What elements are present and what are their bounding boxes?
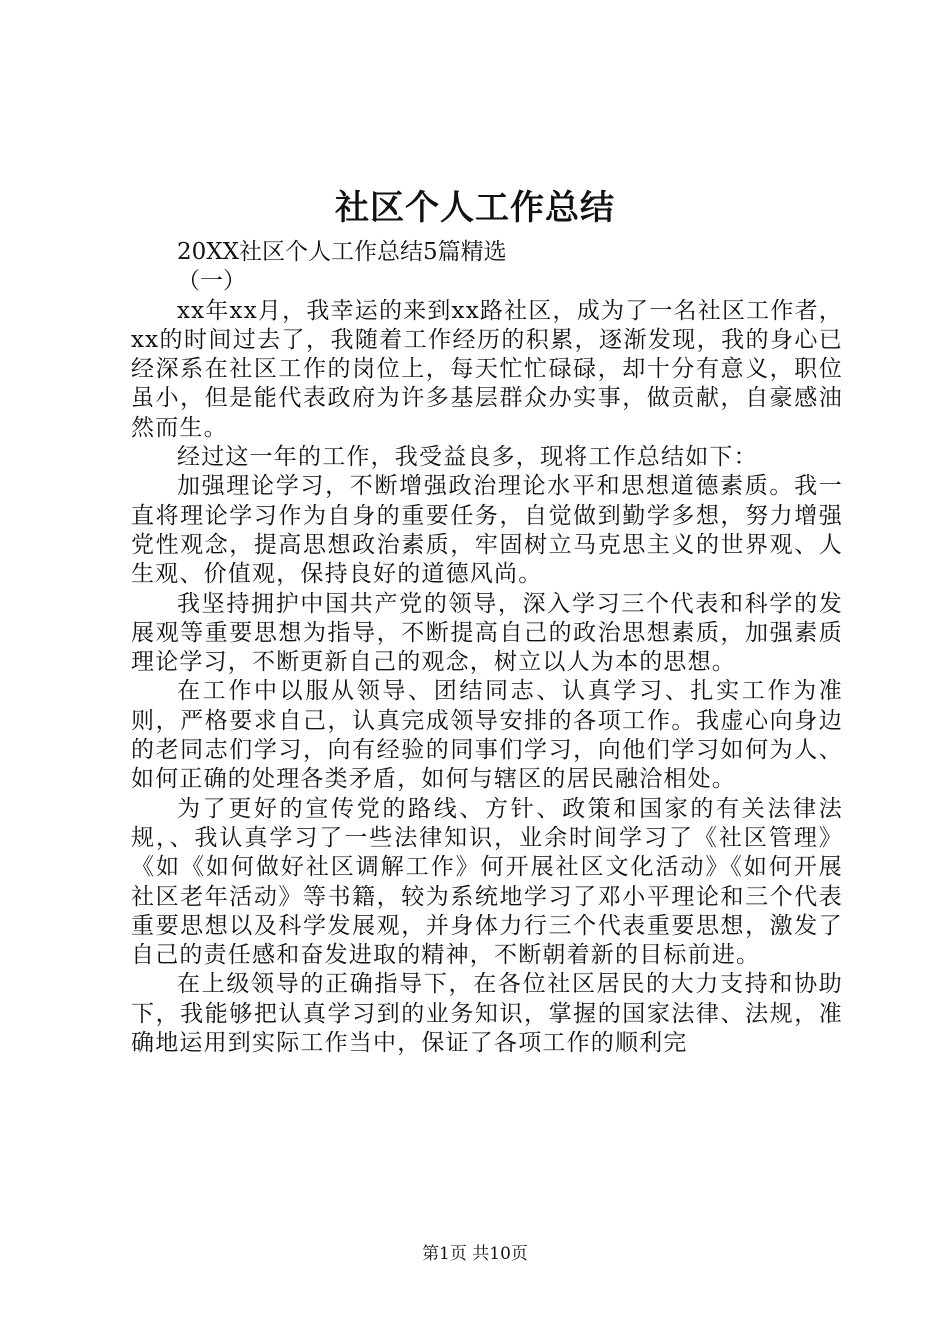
paragraph: 在上级领导的正确指导下，在各位社区居民的大力支持和协助下，我能够把认真学习到的业务知识，掌握的国家法律、法规，准确地运用到实际工作当中，保证了各项工作的顺利完 bbox=[131, 971, 843, 1057]
paragraph: 经过这一年的工作，我受益良多，现将工作总结如下： bbox=[177, 444, 758, 471]
document-title: 社区个人工作总结 bbox=[335, 188, 615, 228]
document-subtitle: 20XX社区个人工作总结5篇精选 bbox=[177, 239, 507, 265]
paragraph: 我坚持拥护中国共产党的领导，深入学习三个代表和科学的发展观等重要思想为指导，不断提高自己的政治思想素质，加强素质理论学习，不断更新自己的观念，树立以人为本的思想。 bbox=[131, 590, 843, 676]
paragraph: xx年xx月，我幸运的来到xx路社区，成为了一名社区工作者，xx的时间过去了，我随着工作经历的积累，逐渐发现，我的身心已经深系在社区工作的岗位上，每天忙忙碌碌，却十分有意义，职位虽小，但是能代表政府为许多基层群众办实事，做贡献，自豪感油然而生。 bbox=[131, 297, 843, 441]
section-label: （一） bbox=[177, 268, 246, 295]
paragraph: 为了更好的宣传党的路线、方针、政策和国家的有关法律法规，、我认真学习了一些法律知识，业余时间学习了《社区管理》《如《如何做好社区调解工作》何开展社区文化活动》《如何开展社区老年活动》等书籍，较为系统地学习了邓小平理论和三个代表重要思想以及科学发展观，并身体力行三个代表重要思想，激发了自己的责任感和奋发进取的精神，不断朝着新的目标前进。 bbox=[131, 795, 843, 969]
paragraph: 在工作中以服从领导、团结同志、认真学习、扎实工作为准则，严格要求自己，认真完成领导安排的各项工作。我虚心向身边的老同志们学习，向有经验的同事们学习，向他们学习如何为人、如何正确的处理各类矛盾，如何与辖区的居民融洽相处。 bbox=[131, 678, 843, 793]
page-footer: 第1页 共10页 bbox=[422, 1244, 528, 1264]
paragraph: 加强理论学习，不断增强政治理论水平和思想道德素质。我一直将理论学习作为自身的重要任务，自觉做到勤学多想，努力增强党性观念，提高思想政治素质，牢固树立马克思主义的世界观、人生观、价值观，保持良好的道德风尚。 bbox=[131, 473, 843, 588]
document-body bbox=[131, 238, 843, 1058]
